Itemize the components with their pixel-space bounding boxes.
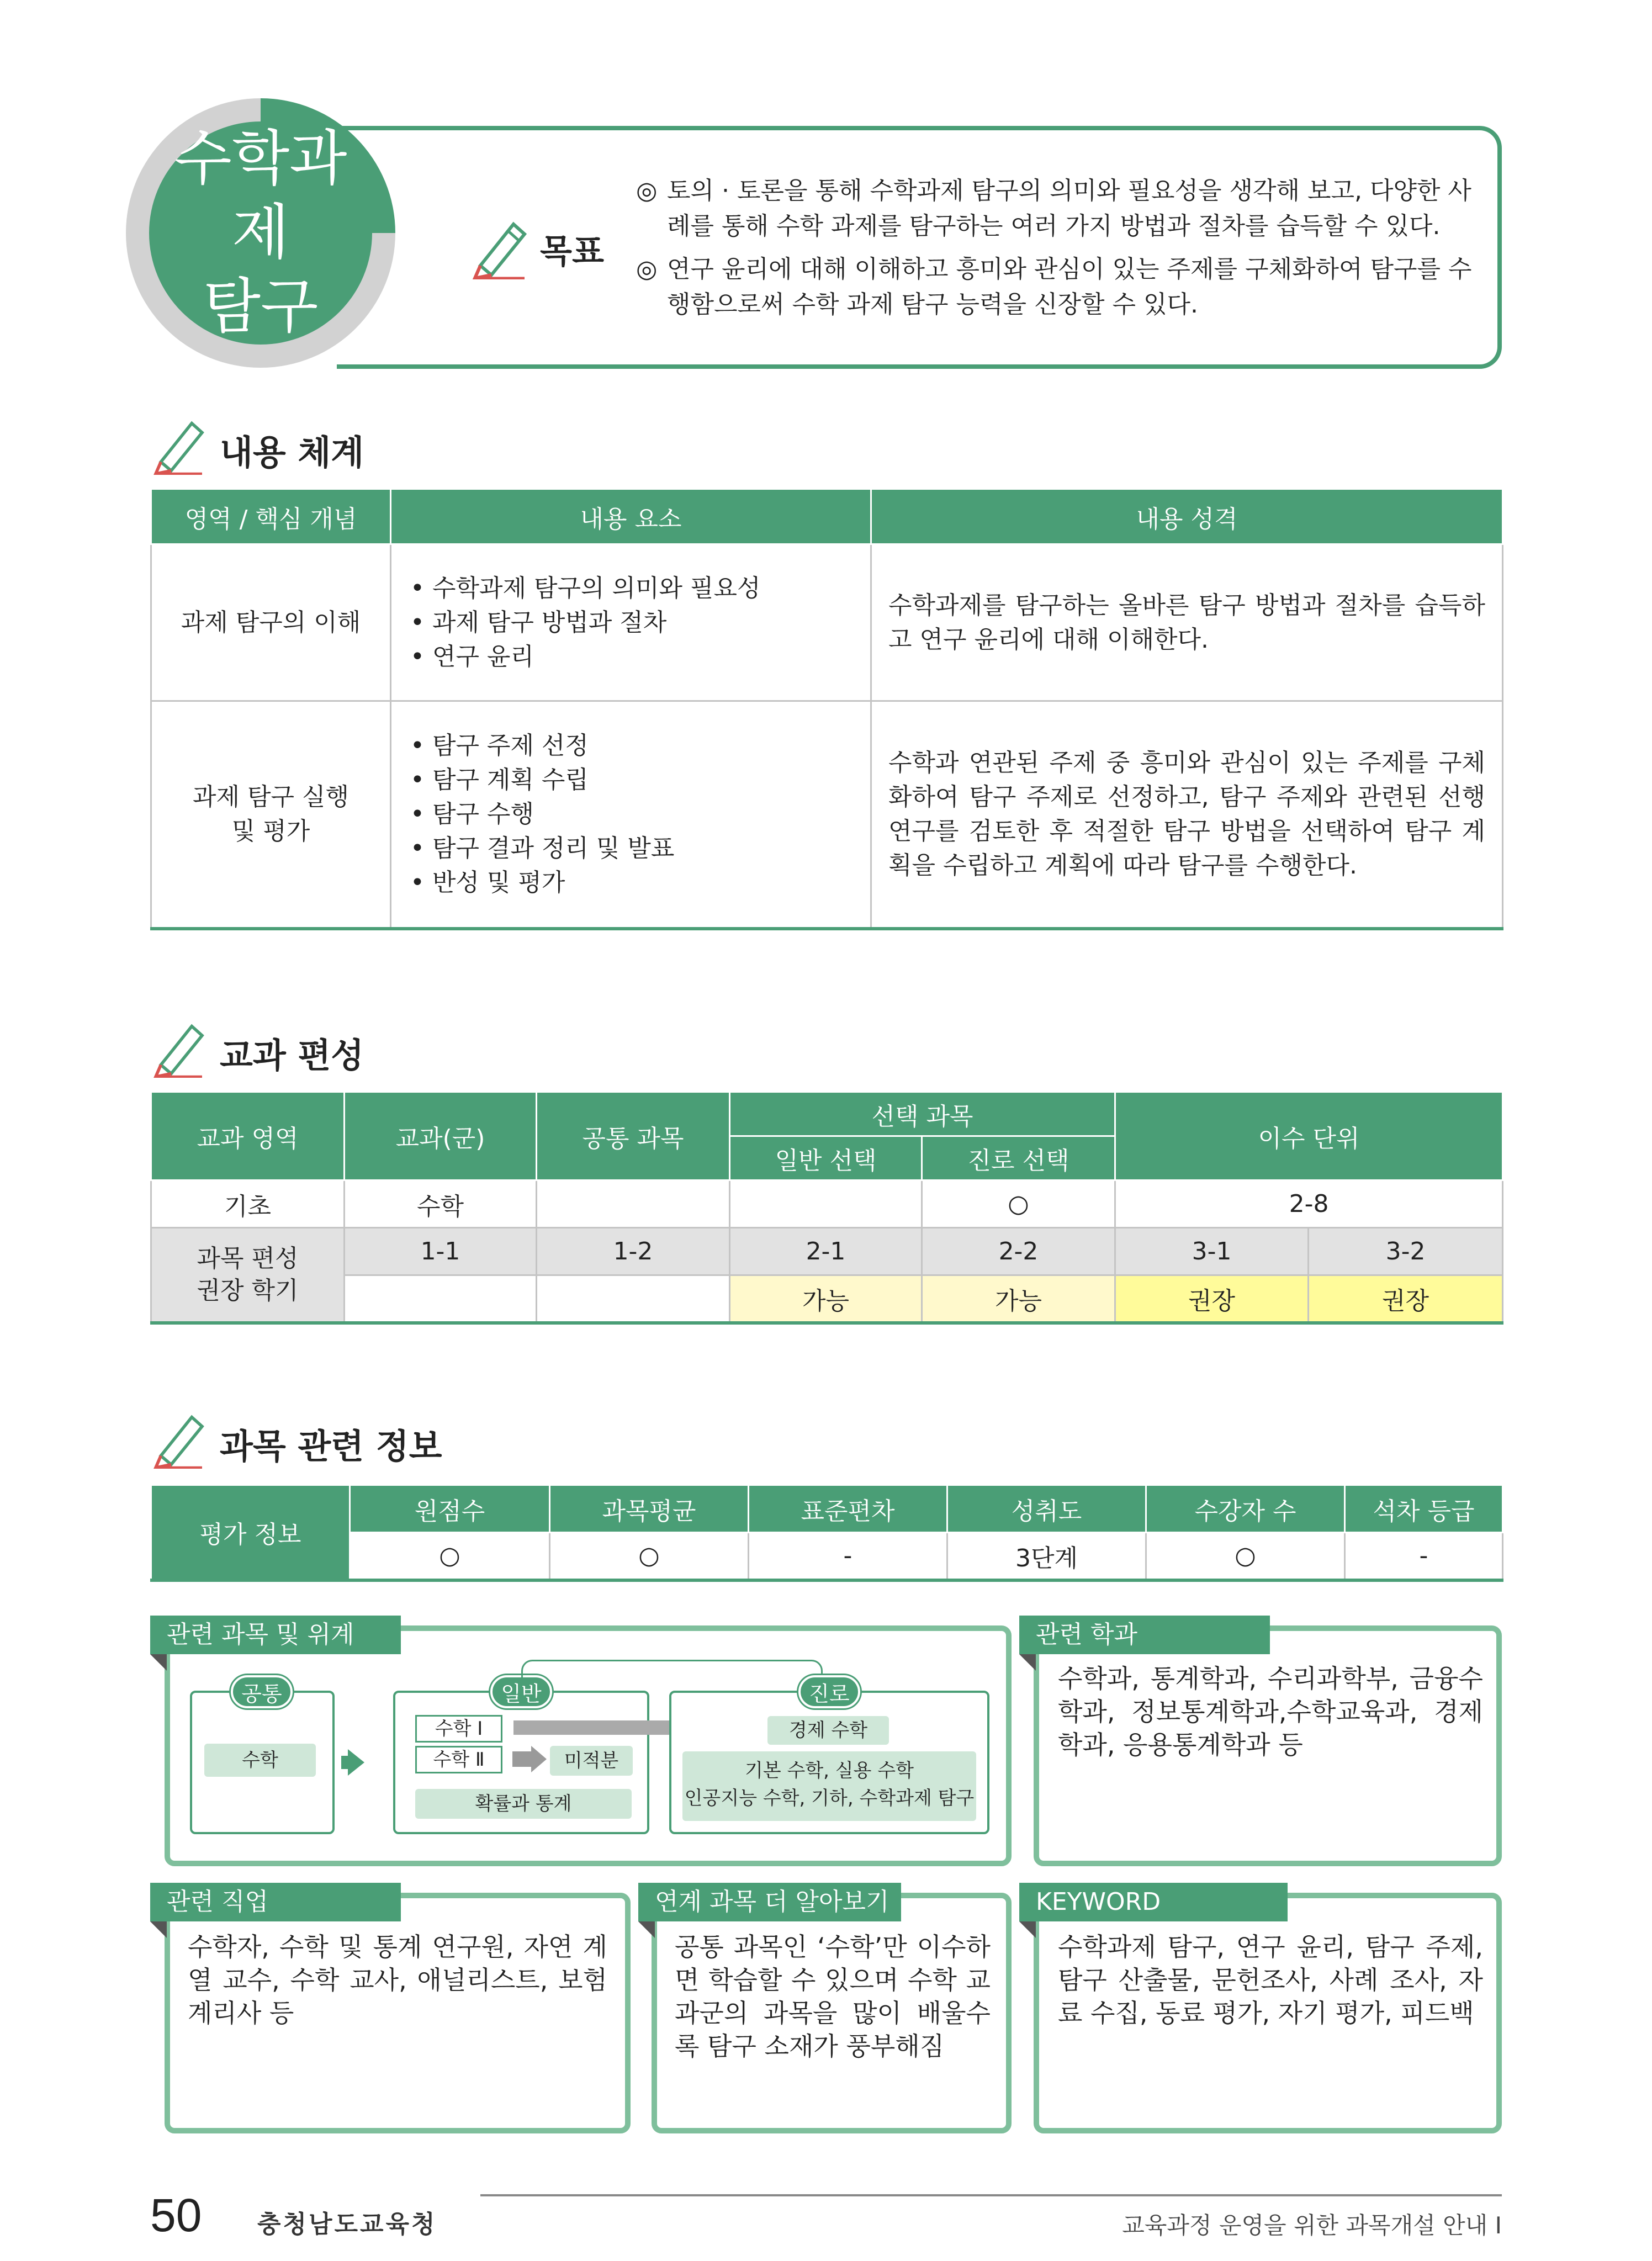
linked-courses-text: 공통 과목인 ‘수학’만 이수하면 학습할 수 있으며 수학 교과군의 과목을 많이 배울수록 탐구 소재가 풍부해짐 (675, 1932, 991, 2061)
element-item: • 탐구 계획 수립 (410, 765, 589, 794)
area-cell: 과제 탐구의 이해 (151, 544, 391, 701)
area-cell: 과제 탐구 실행 및 평가 (151, 701, 391, 929)
general-label: 일반 (490, 1675, 552, 1708)
eval-label: 평가 정보 (151, 1485, 350, 1580)
footer-line (480, 2194, 1502, 2196)
elements-cell (391, 701, 871, 929)
box-title: KEYWORD (1019, 1883, 1288, 1921)
goal-text: 연구 윤리에 대해 이해하고 흥미와 관심이 있는 주제를 구체화하여 탐구를 수행함으로써 수학 과제 탐구 능력을 신장할 수 있다. (667, 255, 1472, 319)
element-item: • 탐구 수행 (410, 799, 534, 828)
box-title: 관련 직업 (150, 1883, 401, 1921)
col-header: 교과(군) (345, 1092, 537, 1180)
footer-org: 충청남도교육청 (257, 2210, 437, 2238)
col-header: 선택 과목 (730, 1092, 1115, 1136)
goal-item (636, 173, 1475, 244)
course-math1: 수학 Ⅰ (415, 1715, 502, 1743)
course-probability: 확률과 통계 (415, 1789, 632, 1819)
col-header: 표준편차 (749, 1485, 947, 1533)
goal-label: 목표 (540, 232, 604, 271)
page-number: 50 (150, 2189, 202, 2241)
box-title: 연계 과목 더 알아보기 (638, 1883, 901, 1921)
section-title-curriculum: 교과 편성 (220, 1035, 364, 1076)
semester-cell: 2-1 (730, 1228, 922, 1275)
tab-fold (1019, 1654, 1036, 1671)
col-header: 성취도 (947, 1485, 1146, 1533)
tab-fold (150, 1654, 167, 1671)
pencil-icon (150, 413, 208, 475)
footer-guide: 교육과정 운영을 위한 과목개설 안내 I (1122, 2212, 1502, 2239)
col-header: 이수 단위 (1115, 1092, 1503, 1180)
semester-cell: 1-2 (537, 1228, 730, 1275)
availability-cell: 가능 (922, 1275, 1115, 1323)
elements-cell (391, 544, 871, 701)
career-courses-line: 인공지능 수학, 기하, 수학과제 탐구 (684, 1787, 975, 1809)
col-header: 공통 과목 (537, 1092, 730, 1180)
cell: 2-8 (1115, 1180, 1503, 1228)
availability-cell: 권장 (1115, 1275, 1309, 1323)
element-item: • 탐구 주제 선정 (410, 731, 589, 760)
goal-item (636, 252, 1475, 322)
goal-text: 토의 · 토론을 통해 수학과제 탐구의 의미와 필요성을 생각해 보고, 다양한 사례를 통해 수학 과제를 탐구하는 여러 가지 방법과 절차를 습득할 수 있다. (667, 177, 1471, 240)
arrow-right-icon (531, 1746, 547, 1772)
arrow-shaft (512, 1751, 532, 1767)
pencil-icon (469, 213, 530, 279)
jobs-text: 수학자, 수학 및 통계 연구원, 자연 계열 교수, 수학 교사, 애널리스트, 보험 계리사 등 (188, 1932, 607, 2028)
majors-text: 수학과, 통계학과, 수리과학부, 금융수학과, 정보통계학과,수학교육과, 경제학과, 응용통계학과 등 (1058, 1664, 1483, 1760)
availability-cell (537, 1275, 730, 1323)
cell: 수학 (345, 1180, 537, 1228)
cell: 기초 (151, 1180, 345, 1228)
arrow-shaft (341, 1756, 350, 1769)
availability-cell (345, 1275, 537, 1323)
keyword-text: 수학과제 탐구, 연구 윤리, 탐구 주제, 탐구 산출물, 문헌조사, 사례 조사, 자료 수집, 동료 평가, 자기 평가, 피드백 (1058, 1932, 1483, 2028)
element-item: • 수학과제 탐구의 의미와 필요성 (410, 574, 761, 602)
page-title: 수학과제 탐구 (174, 124, 347, 341)
element-item: • 과제 탐구 방법과 절차 (410, 608, 667, 637)
character-cell: 수학과제를 탐구하는 올바른 탐구 방법과 절차를 습득하고 연구 윤리에 대해 이해한다. (871, 544, 1503, 701)
section-title-course-info: 과목 관련 정보 (220, 1426, 442, 1466)
pencil-icon (150, 1016, 208, 1078)
tab-fold (150, 1921, 167, 1938)
col-header: 일반 선택 (730, 1136, 922, 1180)
title-circle (149, 121, 372, 345)
cell: ○ (550, 1533, 749, 1580)
tab-fold (1019, 1921, 1036, 1938)
section-title-content-system: 내용 체계 (220, 432, 364, 473)
table-row (151, 1180, 1503, 1228)
semester-cell: 1-1 (345, 1228, 537, 1275)
career-courses (682, 1751, 976, 1821)
career-label: 진로 (798, 1675, 860, 1708)
col-header: 석차 등급 (1345, 1485, 1503, 1533)
table-row (151, 544, 1503, 701)
content-system-table (150, 488, 1503, 930)
evaluation-table (150, 1484, 1503, 1582)
table-row (151, 1228, 1503, 1275)
link-line (521, 1660, 823, 1682)
character-cell: 수학과 연관된 주제 중 흥미와 관심이 있는 주제를 구체화하여 탐구 주제로 선정하고, 탐구 주제와 관련된 선행 연구를 검토한 후 적절한 탐구 방법을 선택하여 탐구 계획을 수립하고 계획에 따라 탐구를 수행한다. (871, 701, 1503, 929)
common-label: 공통 (231, 1675, 293, 1708)
table-row (151, 701, 1503, 929)
box-title: 관련 학과 (1019, 1616, 1270, 1654)
box-title: 관련 과목 및 위계 (150, 1616, 401, 1654)
availability-cell: 권장 (1309, 1275, 1503, 1323)
course-math: 수학 (204, 1744, 316, 1777)
course-economic-math: 경제 수학 (767, 1716, 889, 1745)
goal-marker: ◎ (636, 177, 658, 205)
semester-cell: 3-1 (1115, 1228, 1309, 1275)
arrow-right-icon (348, 1749, 364, 1776)
col-header: 교과 영역 (151, 1092, 345, 1180)
cell (537, 1180, 730, 1228)
course-math2: 수학 Ⅱ (415, 1746, 502, 1773)
col-header: 영역 / 핵심 개념 (151, 489, 391, 544)
cell: 3단계 (947, 1533, 1146, 1580)
col-header: 진로 선택 (922, 1136, 1115, 1180)
semester-cell: 2-2 (922, 1228, 1115, 1275)
element-item: • 탐구 결과 정리 및 발표 (410, 834, 675, 862)
goal-marker: ◎ (636, 255, 658, 283)
pencil-icon (150, 1407, 208, 1469)
cell: ○ (922, 1180, 1115, 1228)
goal-list (636, 173, 1475, 330)
semester-cell: 3-2 (1309, 1228, 1503, 1275)
availability-cell: 가능 (730, 1275, 922, 1323)
col-header: 수강자 수 (1146, 1485, 1345, 1533)
cell: ○ (350, 1533, 550, 1580)
curriculum-table (150, 1091, 1503, 1325)
cell (730, 1180, 922, 1228)
element-item: • 반성 및 평가 (410, 868, 565, 897)
cell: ○ (1146, 1533, 1345, 1580)
col-header: 내용 요소 (391, 489, 871, 544)
table-row (151, 1275, 1503, 1323)
career-courses-line: 기본 수학, 실용 수학 (745, 1760, 914, 1782)
col-header: 과목평균 (550, 1485, 749, 1533)
col-header: 원점수 (350, 1485, 550, 1533)
tab-fold (638, 1921, 655, 1938)
table-row (151, 1533, 1503, 1580)
course-calculus: 미적분 (550, 1746, 633, 1776)
cell: - (749, 1533, 947, 1580)
element-item: • 연구 윤리 (410, 642, 534, 671)
cell: 과목 편성 권장 학기 (151, 1228, 345, 1323)
col-header: 내용 성격 (871, 489, 1503, 544)
cell: - (1345, 1533, 1503, 1580)
